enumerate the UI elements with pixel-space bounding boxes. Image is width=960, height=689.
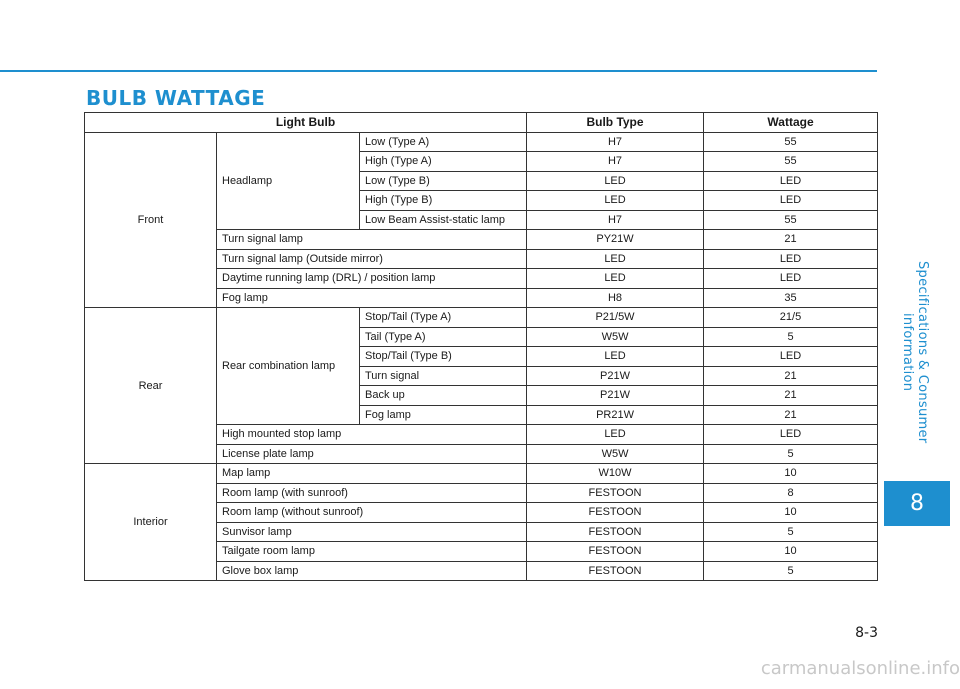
- bulb-name: High mounted stop lamp: [217, 425, 527, 445]
- bulb-name: Turn signal lamp: [217, 230, 527, 250]
- bulb-name: Sunvisor lamp: [217, 522, 527, 542]
- bulb-wattage-table: [84, 112, 878, 581]
- bulb-type: FESTOON: [527, 483, 704, 503]
- bulb-wattage: LED: [704, 171, 878, 191]
- bulb-type: P21/5W: [527, 308, 704, 328]
- bulb-type: P21W: [527, 366, 704, 386]
- bulb-type: H8: [527, 288, 704, 308]
- bulb-type: PR21W: [527, 405, 704, 425]
- bulb-wattage: 5: [704, 327, 878, 347]
- bulb-wattage: 21/5: [704, 308, 878, 328]
- bulb-wattage: 21: [704, 230, 878, 250]
- bulb-wattage: 55: [704, 152, 878, 172]
- bulb-wattage: LED: [704, 191, 878, 211]
- bulb-wattage: LED: [704, 347, 878, 367]
- chapter-side-label: Specifications & Consumer information: [900, 261, 930, 444]
- bulb-type: W5W: [527, 444, 704, 464]
- bulb-name: Stop/Tail (Type B): [360, 347, 527, 367]
- bulb-name: Low (Type B): [360, 171, 527, 191]
- bulb-type: LED: [527, 347, 704, 367]
- bulb-type: PY21W: [527, 230, 704, 250]
- bulb-name: Fog lamp: [217, 288, 527, 308]
- bulb-name: Low Beam Assist-static lamp: [360, 210, 527, 230]
- bulb-wattage: LED: [704, 269, 878, 289]
- table-row: [85, 464, 878, 484]
- bulb-name: Turn signal: [360, 366, 527, 386]
- watermark: carmanualsonline.info: [760, 658, 960, 679]
- bulb-name: Back up: [360, 386, 527, 406]
- bulb-wattage: 55: [704, 210, 878, 230]
- header-light-bulb: Light Bulb: [85, 113, 527, 133]
- bulb-wattage: 55: [704, 132, 878, 152]
- bulb-wattage: 5: [704, 561, 878, 581]
- bulb-type: LED: [527, 249, 704, 269]
- table-row: [85, 132, 878, 152]
- bulb-name: Stop/Tail (Type A): [360, 308, 527, 328]
- bulb-type: FESTOON: [527, 522, 704, 542]
- bulb-type: W10W: [527, 464, 704, 484]
- bulb-type: LED: [527, 171, 704, 191]
- section-title: BULB WATTAGE: [86, 86, 266, 110]
- bulb-name: Room lamp (with sunroof): [217, 483, 527, 503]
- bulb-name: Tailgate room lamp: [217, 542, 527, 562]
- bulb-wattage: 21: [704, 386, 878, 406]
- bulb-type: FESTOON: [527, 503, 704, 523]
- group-interior: Interior: [85, 464, 217, 581]
- bulb-type: H7: [527, 210, 704, 230]
- bulb-name: Room lamp (without sunroof): [217, 503, 527, 523]
- page-number: 8-3: [855, 625, 878, 641]
- bulb-type: FESTOON: [527, 542, 704, 562]
- bulb-type: H7: [527, 132, 704, 152]
- bulb-wattage: 5: [704, 444, 878, 464]
- bulb-wattage: 10: [704, 542, 878, 562]
- bulb-name: License plate lamp: [217, 444, 527, 464]
- bulb-type: LED: [527, 191, 704, 211]
- header-rule: [0, 70, 877, 72]
- bulb-name: Map lamp: [217, 464, 527, 484]
- bulb-name: High (Type B): [360, 191, 527, 211]
- bulb-wattage: 8: [704, 483, 878, 503]
- group-front: Front: [85, 132, 217, 308]
- bulb-type: H7: [527, 152, 704, 172]
- chapter-tab: 8: [884, 481, 950, 526]
- bulb-type: LED: [527, 269, 704, 289]
- bulb-type: FESTOON: [527, 561, 704, 581]
- bulb-type: P21W: [527, 386, 704, 406]
- bulb-name: Fog lamp: [360, 405, 527, 425]
- bulb-wattage: 21: [704, 366, 878, 386]
- bulb-wattage: 35: [704, 288, 878, 308]
- bulb-type: W5W: [527, 327, 704, 347]
- bulb-name: Tail (Type A): [360, 327, 527, 347]
- bulb-wattage: 5: [704, 522, 878, 542]
- group-rear: Rear: [85, 308, 217, 464]
- bulb-name: Glove box lamp: [217, 561, 527, 581]
- bulb-wattage: 10: [704, 464, 878, 484]
- bulb-name: Low (Type A): [360, 132, 527, 152]
- bulb-type: LED: [527, 425, 704, 445]
- bulb-wattage: LED: [704, 425, 878, 445]
- header-wattage: Wattage: [704, 113, 878, 133]
- table-header-row: [85, 113, 878, 133]
- table-row: [85, 308, 878, 328]
- bulb-wattage: 10: [704, 503, 878, 523]
- bulb-name: High (Type A): [360, 152, 527, 172]
- bulb-wattage: LED: [704, 249, 878, 269]
- header-bulb-type: Bulb Type: [527, 113, 704, 133]
- bulb-name: Turn signal lamp (Outside mirror): [217, 249, 527, 269]
- subgroup-headlamp: Headlamp: [217, 132, 360, 230]
- bulb-name: Daytime running lamp (DRL) / position lamp: [217, 269, 527, 289]
- bulb-wattage: 21: [704, 405, 878, 425]
- subgroup-rear-combination: Rear combination lamp: [217, 308, 360, 425]
